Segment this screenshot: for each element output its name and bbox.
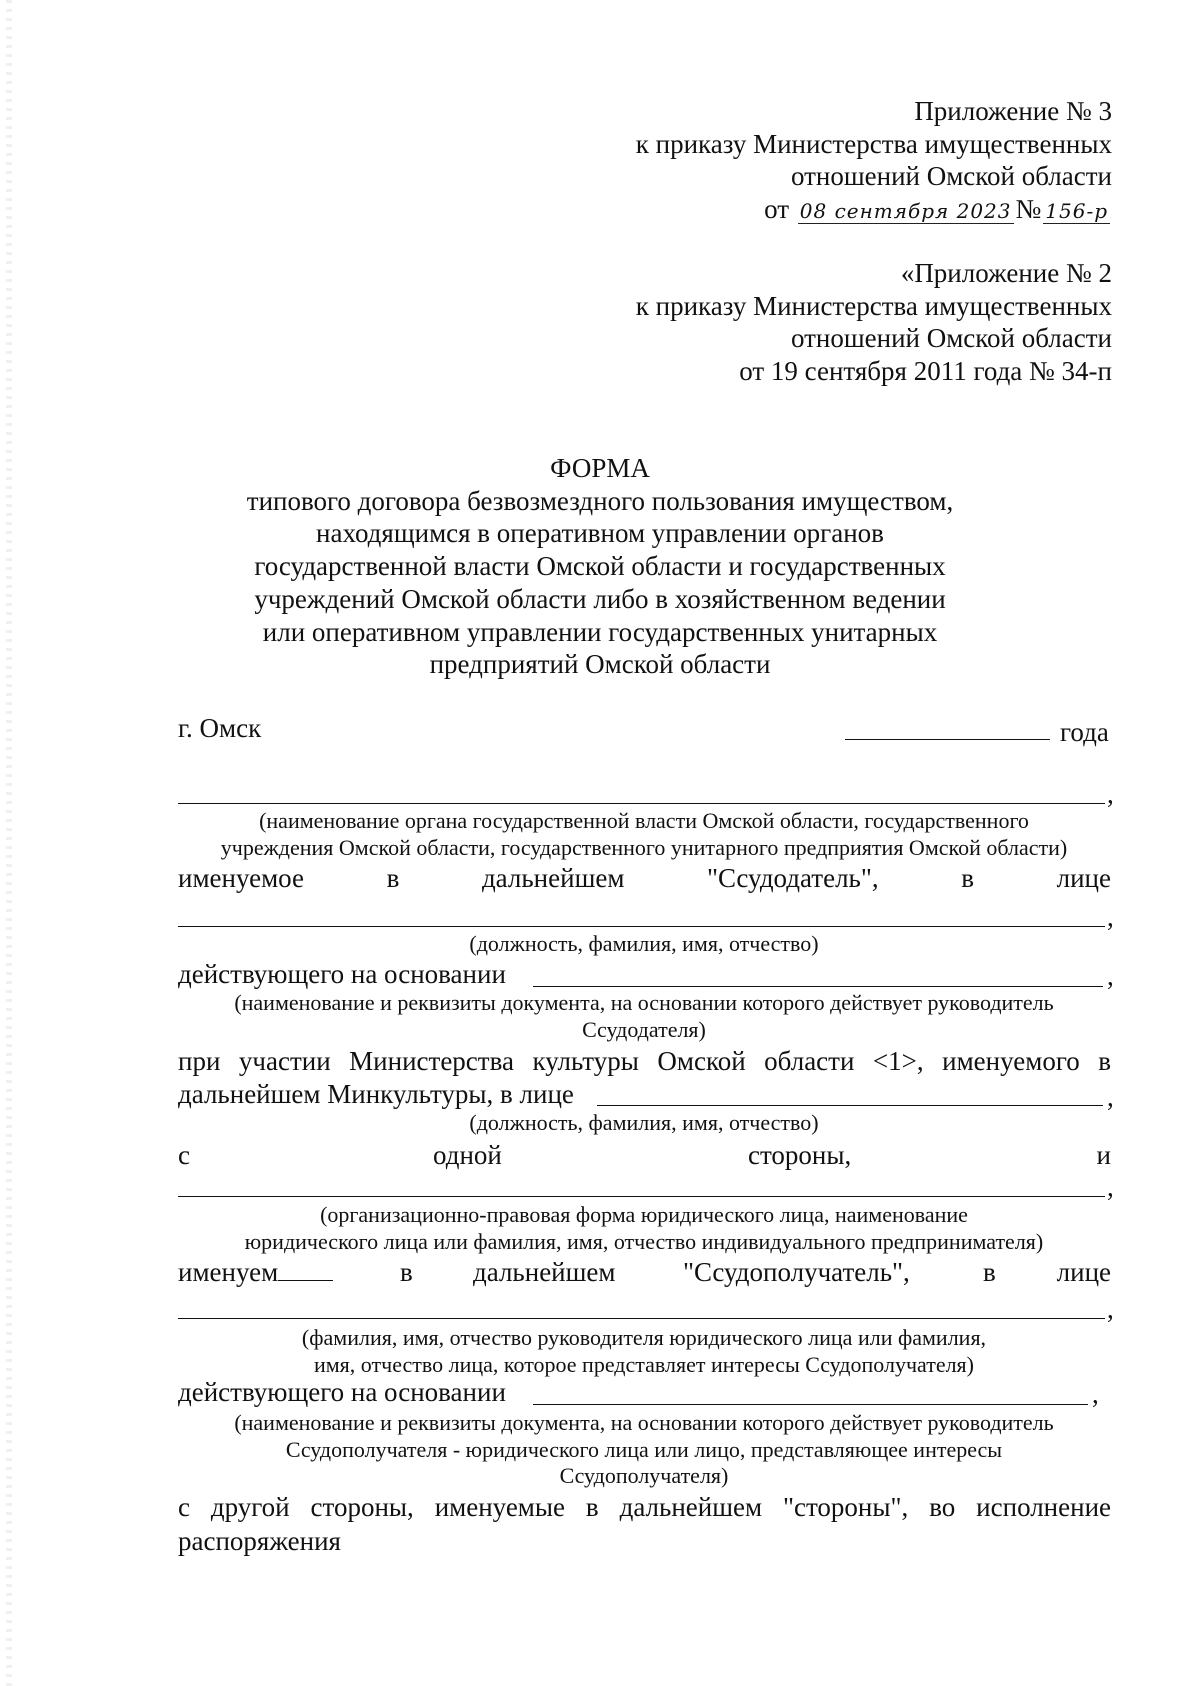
word: в bbox=[400, 1257, 413, 1287]
word: "Ссудодатель", bbox=[707, 863, 879, 893]
number-prefix: № bbox=[1015, 193, 1042, 224]
person3-blank-line bbox=[178, 1318, 1105, 1319]
appendix-current-date-line bbox=[636, 193, 1112, 226]
title-line: государственной власти Омской области и государственных bbox=[254, 551, 946, 582]
word: стороны, bbox=[748, 1140, 852, 1170]
note-line: (организационно-правовая форма юридического лица, наименование bbox=[320, 1202, 968, 1227]
word: лице bbox=[1056, 1257, 1111, 1287]
other-side-line2: распоряжения bbox=[178, 1526, 341, 1556]
appendix-current-line1: Приложение № 3 bbox=[914, 96, 1112, 126]
form-heading: ФОРМА bbox=[550, 453, 650, 483]
basis-blank bbox=[533, 962, 1103, 987]
comma: , bbox=[1107, 961, 1114, 991]
city: г. Омск bbox=[178, 713, 262, 743]
year-word: года bbox=[1060, 717, 1109, 747]
word: лице bbox=[1056, 863, 1111, 893]
appendix-original-line2: к приказу Министерства имущественных bbox=[635, 290, 1112, 321]
note-line: (наименование и реквизиты документа, на основании которого действует руководитель bbox=[234, 990, 1054, 1015]
word: "Ссудополучатель", bbox=[683, 1257, 910, 1287]
form-title bbox=[230, 452, 970, 681]
appendix-current-header bbox=[636, 95, 1112, 225]
title-line: находящимся в оперативном управлении органов bbox=[316, 518, 884, 549]
ministry-text: дальнейшем Минкультуры, в лице bbox=[178, 1079, 574, 1109]
note-line: учреждения Омской области, государственного унитарного предприятия Омской области) bbox=[220, 834, 1068, 860]
handwritten-date: 08 сентября 2023 bbox=[799, 198, 1012, 223]
ministry-person-blank bbox=[597, 1083, 1103, 1106]
note-line: Ссудодателя) bbox=[582, 1016, 706, 1042]
named-borrower-line bbox=[178, 1256, 1111, 1288]
note-person1 bbox=[170, 931, 1118, 958]
appendix-original-line4: от 19 сентября 2011 года № 34-п bbox=[739, 355, 1112, 386]
appendix-original-line3: отношений Омской области bbox=[790, 323, 1112, 353]
note-lender bbox=[170, 808, 1118, 861]
ministry-line1: при участии Министерства культуры Омской области <1>, именуемого в bbox=[178, 1046, 1111, 1076]
appendix-original-header bbox=[636, 257, 1112, 387]
comma: , bbox=[1092, 1379, 1099, 1409]
one-side-line bbox=[178, 1139, 1111, 1171]
scan-edge bbox=[6, 0, 12, 1686]
borrower-prefix-group bbox=[178, 1256, 333, 1288]
word: с bbox=[178, 1140, 190, 1170]
appendix-current-line2: к приказу Министерства имущественных bbox=[635, 128, 1112, 159]
comma: , bbox=[1107, 1172, 1114, 1202]
note-person2 bbox=[170, 1110, 1118, 1137]
suffix-blank bbox=[278, 1256, 333, 1281]
title-line: предприятий Омской области bbox=[429, 649, 771, 680]
note-line: (должность, фамилия, имя, отчество) bbox=[469, 931, 819, 956]
person1-blank-line bbox=[178, 926, 1105, 927]
note-line: (фамилия, имя, отчество руководителя юридического лица или фамилия, bbox=[301, 1325, 987, 1350]
note-borrower bbox=[170, 1202, 1118, 1255]
title-line: учреждений Омской области либо в хозяйственном ведении bbox=[254, 583, 946, 614]
word: одной bbox=[433, 1140, 502, 1170]
word: и bbox=[1096, 1140, 1111, 1170]
comma: , bbox=[1107, 902, 1114, 932]
note-line: Ссудополучателя - юридического лица или лицо, представляющее интересы bbox=[285, 1436, 1003, 1462]
acting-basis-text: действующего на основании bbox=[178, 959, 506, 989]
word: дальнейшем bbox=[473, 1257, 616, 1287]
comma: , bbox=[1107, 1294, 1114, 1324]
note-line: юридического лица или фамилия, имя, отчество индивидуального предпринимателя) bbox=[244, 1228, 1044, 1254]
comma: , bbox=[1107, 1082, 1114, 1112]
note-line: (наименование органа государственной власти Омской области, государственного bbox=[259, 808, 1029, 833]
other-side-line1: с другой стороны, именуемые в дальнейшем "стороны", во исполнение bbox=[178, 1492, 1111, 1522]
named-lender-line bbox=[178, 862, 1111, 894]
date-prefix: от bbox=[764, 193, 790, 224]
acting-basis-text: действующего на основании bbox=[178, 1377, 506, 1407]
appendix-original-line1: «Приложение № 2 bbox=[900, 258, 1112, 288]
comma: , bbox=[1107, 779, 1114, 809]
note-line: (наименование и реквизиты документа, на основании которого действует руководитель bbox=[234, 1410, 1054, 1435]
note-line: (должность, фамилия, имя, отчество) bbox=[469, 1110, 819, 1135]
handwritten-number: 156-р bbox=[1045, 198, 1108, 223]
note-line: имя, отчество лица, которое представляет интересы Ссудополучателя) bbox=[313, 1351, 975, 1377]
title-line: или оперативном управлении государственных унитарных bbox=[262, 616, 938, 647]
word: именуем bbox=[178, 1257, 279, 1287]
date-blank bbox=[845, 712, 1050, 740]
title-line: типового договора безвозмездного пользования имуществом, bbox=[246, 485, 954, 516]
note-doc2 bbox=[170, 1410, 1118, 1490]
word: именуемое bbox=[178, 863, 304, 893]
note-person3 bbox=[170, 1325, 1118, 1378]
word: в bbox=[961, 863, 974, 893]
word: дальнейшем bbox=[481, 863, 625, 893]
word: в bbox=[386, 863, 400, 893]
note-doc1 bbox=[170, 990, 1118, 1043]
borrower-blank-line bbox=[178, 1196, 1105, 1197]
word: в bbox=[983, 1257, 996, 1287]
basis-blank2 bbox=[533, 1380, 1088, 1405]
appendix-current-line3: отношений Омской области bbox=[790, 161, 1112, 191]
note-line: Ссудополучателя) bbox=[559, 1463, 729, 1488]
lender-blank-line bbox=[178, 803, 1105, 804]
